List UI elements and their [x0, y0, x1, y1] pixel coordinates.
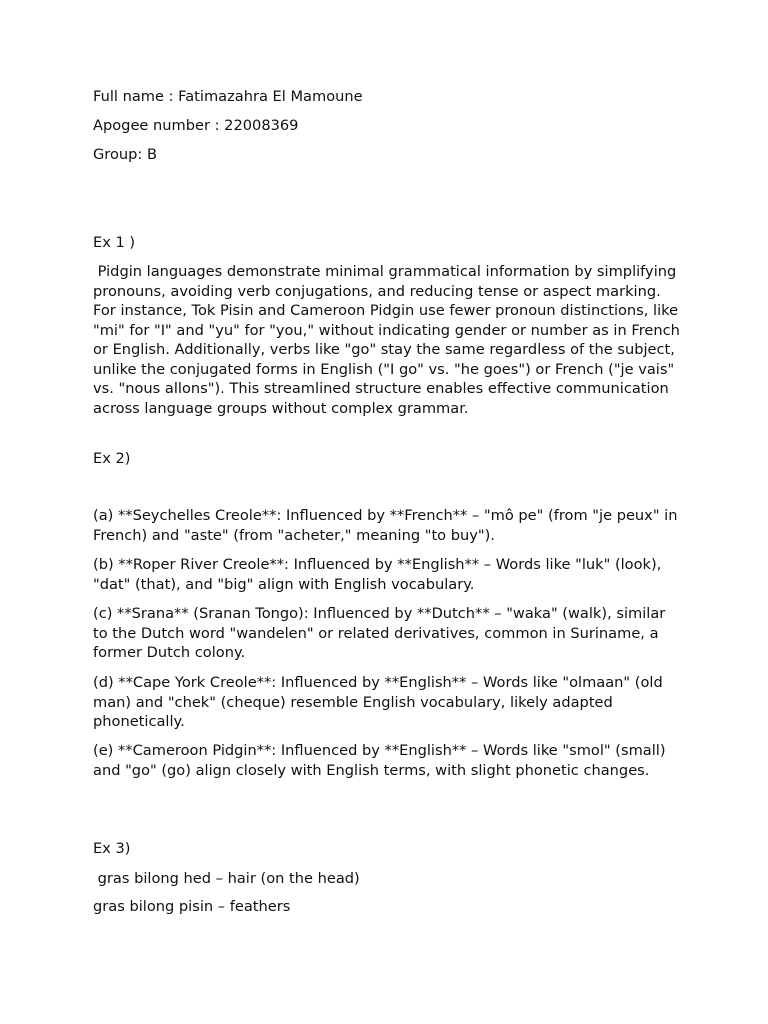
ex1-paragraph: Pidgin languages demonstrate minimal grammatical information by simplifying pronouns, avoiding verb conjugations, and reducing tense or aspect marking. For instance, Tok Pisin and Cameroon Pidgin use fewer pronoun distinctions, like "mi" for "I" and "yu" for "you," without indicating gender or number as in French or English. Additionally, verbs like "go" stay the same regardless of the subject, unlike the conjugated forms in English ("I go" vs. "he goes") or French ("je vais" vs. "nous allons"). This streamlined structure enables effective communication across language groups without complex grammar. [93, 263, 685, 417]
ex2-item-b: (b) **Roper River Creole**: Influenced by **English** – Words like "luk" (look), "dat" (that), and "big" align with English vocabulary. [93, 556, 666, 593]
ex1-heading: Ex 1 ) [93, 234, 136, 251]
ex2-item-e: (e) **Cameroon Pidgin**: Influenced by **English** – Words like "smol" (small) and "go" (go) align closely with English terms, with slight phonetic changes. [93, 742, 671, 779]
ex3-line-2: gras bilong pisin – feathers [93, 898, 291, 915]
ex2-item-a: (a) **Seychelles Creole**: Influenced by **French** – "mô pe" (from "je peux" in French) and "aste" (from "acheter," meaning "to buy"). [93, 507, 683, 544]
group-line: Group: B [93, 146, 157, 163]
ex2-item-d: (d) **Cape York Creole**: Influenced by **English** – Words like "olmaan" (old man) and "chek" (cheque) resemble English vocabulary, likely adapted phonetically. [93, 674, 668, 730]
ex3-heading: Ex 3) [93, 840, 131, 857]
ex2-item-c: (c) **Srana** (Sranan Tongo): Influenced by **Dutch** – "waka" (walk), similar to the Dutch word "wandelen" or related derivatives, common in Suriname, a former Dutch colony. [93, 605, 670, 661]
full-name-line: Full name : Fatimazahra El Mamoune [93, 88, 363, 105]
ex2-heading: Ex 2) [93, 450, 131, 467]
apogee-number-line: Apogee number : 22008369 [93, 117, 299, 134]
ex3-line-1: gras bilong hed – hair (on the head) [93, 870, 360, 887]
